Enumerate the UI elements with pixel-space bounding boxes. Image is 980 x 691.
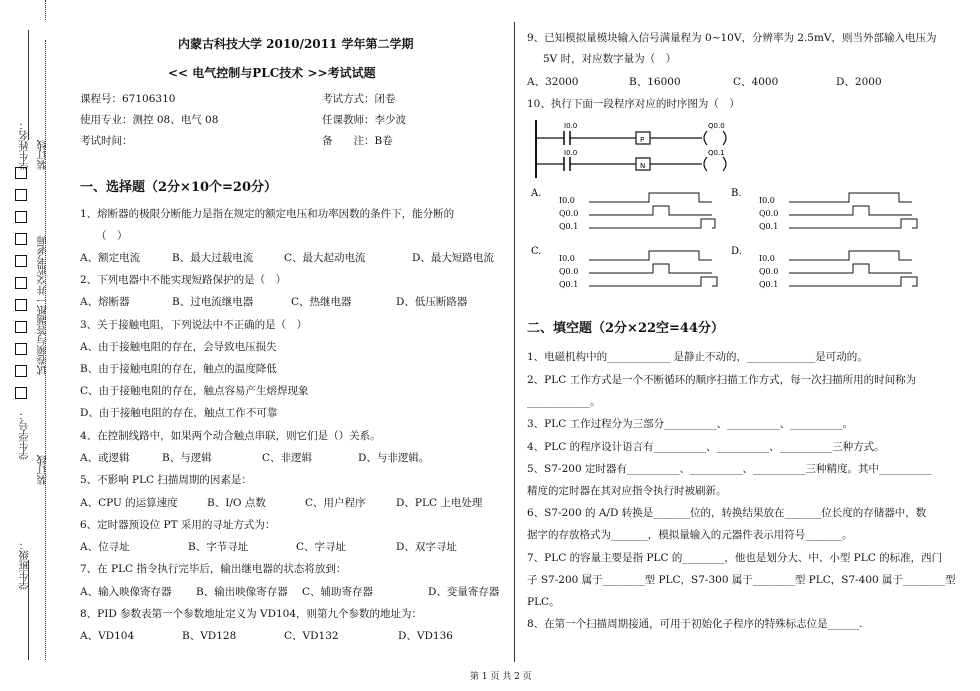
timing-signal-label: Q0.1	[559, 222, 579, 231]
q1-opt-a: A、额定电流	[80, 252, 141, 264]
column-divider	[514, 22, 515, 662]
ladder-q2-label: Q0.1	[708, 149, 725, 157]
q7-opt-d: D、变量寄存器	[428, 586, 500, 598]
name-label: 学生姓名：	[20, 120, 31, 170]
student-no-box[interactable]	[15, 321, 27, 333]
q4-text: 4、在控制线路中，如果两个动合触点串联，则它们是（）关系。	[80, 430, 381, 442]
ladder-diagram	[530, 118, 760, 180]
q7-opt-c: C、辅助寄存器	[302, 586, 374, 598]
ladder-q1-label: Q0.0	[708, 122, 725, 130]
section1-heading: 一、选择题（2分×10个=20分）	[80, 180, 278, 195]
q8-text: 8、PID 参数表第一个参数地址定义为 VD104，则第九个参数的地址为：	[80, 608, 423, 620]
q1-opt-b: B、最大过载电流	[172, 252, 254, 264]
q4-opt-b: B、与逻辑	[162, 452, 212, 464]
timing-signal-label: I0.0	[559, 196, 575, 205]
student-no-box[interactable]	[15, 189, 27, 201]
timing-signal-label: I0.0	[559, 254, 575, 263]
q8-opt-a: A、VD104	[80, 630, 135, 642]
binding-notice: 试卷须与答题纸一并交监考老师	[38, 235, 49, 375]
q1-opt-c: C、最大起动电流	[284, 252, 366, 264]
q9-opt-d: D、2000	[836, 76, 882, 88]
timing-signal-label: Q0.0	[559, 209, 579, 218]
q6-opt-b: B、字节寻址	[188, 541, 249, 553]
q6-opt-c: C、字寻址	[296, 541, 347, 553]
binding-dotted-line-top	[45, 0, 46, 20]
q9-text-cont: 5V 时，对应数字量为（ ）	[543, 53, 677, 65]
q6-opt-a: A、位寻址	[80, 541, 130, 553]
timing-panel-label: D.	[731, 246, 742, 257]
major: 使用专业：测控 08、电气 08	[80, 114, 219, 126]
timing-signal-label: Q0.0	[759, 267, 779, 276]
timing-waveform	[789, 219, 917, 228]
q5-text: 5、不影响 PLC 扫描周期的因素是：	[80, 474, 252, 486]
q3-text: 3、关于接触电阻，下列说法中不正确的是（ ）	[80, 319, 308, 331]
student-no-box[interactable]	[15, 299, 27, 311]
q9-opt-b: B、16000	[629, 76, 681, 88]
q7-opt-b: B、输出映像寄存器	[196, 586, 288, 598]
ladder-p-label: P	[640, 136, 645, 144]
exam-title: 内蒙古科技大学 2010/2011 学年第二学期	[178, 37, 414, 51]
q9-opt-a: A、32000	[527, 76, 579, 88]
exam-subtitle: << 电气控制与PLC技术 >>考试试题	[168, 66, 376, 80]
q1-text: 1、熔断器的极限分断能力是指在规定的额定电压和功率因数的条件下，能分断的	[80, 208, 455, 220]
q5-opt-a: A、CPU 的运算速度	[80, 497, 178, 509]
fill-6: 6、S7-200 的 A/D 转换是_______位的，转换结果放在_______位长度的存储器中，数	[527, 507, 927, 519]
timing-panel-label: A.	[531, 188, 542, 199]
timing-signal-label: I0.0	[759, 196, 775, 205]
note: 备 注：B卷	[322, 135, 393, 147]
timing-signal-label: Q0.1	[559, 280, 579, 289]
timing-signal-label: Q0.0	[559, 267, 579, 276]
student-no-box[interactable]	[15, 387, 27, 399]
section2-heading: 二、填空题（2分×22空=44分）	[527, 321, 725, 336]
q9-opt-c: C、4000	[733, 76, 779, 88]
q10-text: 10、执行下面一段程序对应的时序图为（ ）	[527, 98, 740, 110]
binding-line-label-2: 装订线	[38, 455, 49, 485]
q4-opt-a: A、或逻辑	[80, 452, 130, 464]
teacher: 任课教师：李少波	[322, 114, 406, 126]
q8-opt-b: B、VD128	[182, 630, 237, 642]
fill-7-cont: 子 S7-200 属于________型 PLC，S7-300 属于________型 PLC，S7-400 属于________型	[527, 574, 956, 586]
q5-opt-b: B、I/O 点数	[207, 497, 266, 509]
page-footer: 第 1 页 共 2 页	[470, 672, 532, 682]
student-no-box[interactable]	[15, 233, 27, 245]
student-no-box[interactable]	[15, 167, 27, 179]
q4-opt-c: C、非逻辑	[262, 452, 313, 464]
fill-4: 4、PLC 的程序设计语言有__________、__________、__________三种方式。	[527, 441, 885, 453]
ladder-n-label: N	[640, 162, 646, 170]
fill-2-cont: ____________。	[527, 396, 601, 408]
exam-mode: 考试方式：闭卷	[322, 93, 396, 105]
timing-waveform	[589, 193, 712, 202]
timing-signal-label: Q0.1	[759, 222, 779, 231]
student-no-box[interactable]	[15, 277, 27, 289]
timing-waveform	[789, 251, 912, 260]
q2-text: 2、下列电器中不能实现短路保护的是（ ）	[80, 274, 287, 286]
student-no-box[interactable]	[15, 365, 27, 377]
q5-opt-c: C、用户程序	[305, 497, 366, 509]
timing-waveform	[789, 193, 912, 202]
timing-diagrams	[527, 182, 947, 292]
timing-waveform	[589, 251, 712, 260]
fill-2: 2、PLC 工作方式是一个不断循环的顺序扫描工作方式，每一次扫描所用的时间称为	[527, 374, 917, 386]
exam-time: 考试时间：	[80, 135, 133, 147]
student-no-box[interactable]	[15, 211, 27, 223]
timing-signal-label: Q0.0	[759, 209, 779, 218]
timing-waveform	[789, 277, 917, 286]
ladder-i1-label: I0.0	[564, 122, 578, 130]
timing-waveform	[789, 264, 912, 273]
student-no-label: 学生学号：	[20, 410, 31, 460]
q9-text: 9、已知模拟量模块输入信号满量程为 0~10V，分辨率为 2.5mV，则当外部输入电压为	[527, 32, 937, 44]
fill-6-cont: 据字的存放格式为_______，模拟量输入的元器件表示用符号_______。	[527, 529, 853, 541]
timing-waveform	[789, 206, 912, 215]
fill-7: 7、PLC 的容量主要是指 PLC 的________，他也是划分大、中、小型 PLC 的标准，西门	[527, 552, 943, 564]
fill-7-cont2: PLC。	[527, 596, 560, 608]
student-no-box[interactable]	[15, 343, 27, 355]
timing-waveform	[589, 264, 712, 273]
q3-opt-a: A、由于接触电阻的存在，会导致电压损失	[80, 341, 277, 353]
q3-opt-d: D、由于接触电阻的存在，触点工作不可靠	[80, 407, 278, 419]
q2-opt-b: B、过电流继电器	[172, 296, 254, 308]
course-no: 课程号：67106310	[80, 93, 176, 105]
q7-text: 7、在 PLC 指令执行完毕后，输出继电器的状态将放到：	[80, 563, 347, 575]
ladder-i2-label: I0.0	[564, 149, 578, 157]
q4-opt-d: D、与非逻辑。	[358, 452, 430, 464]
timing-signal-label: Q0.1	[759, 280, 779, 289]
fill-5-cont: 精度的定时器在其对应指令执行时被刷新。	[527, 485, 727, 497]
q2-opt-d: D、低压断路器	[396, 296, 468, 308]
q2-opt-c: C、热继电器	[291, 296, 352, 308]
fill-5: 5、S7-200 定时器有__________、__________、__________三种精度。其中__________	[527, 463, 932, 475]
q1-opt-d: D、最大短路电流	[412, 252, 494, 264]
timing-waveform	[589, 277, 717, 286]
fill-8: 8、在第一个扫描周期接通，可用于初始化子程序的特殊标志位是______.	[527, 618, 863, 630]
fill-3: 3、PLC 工作过程分为三部分__________、__________、__________。	[527, 418, 854, 430]
timing-panel-label: B.	[731, 188, 742, 199]
timing-signal-label: I0.0	[759, 254, 775, 263]
q5-opt-d: D、PLC 上电处理	[396, 497, 483, 509]
q8-opt-d: D、VD136	[398, 630, 453, 642]
class-underline	[28, 560, 29, 660]
q6-text: 6、定时器预设位 PT 采用的寻址方式为：	[80, 519, 276, 531]
class-label: 学生班级：	[20, 540, 31, 590]
student-no-box[interactable]	[15, 255, 27, 267]
timing-panel-label: C.	[531, 246, 542, 257]
q1-text-cont: （ ）	[96, 230, 128, 242]
fill-1: 1、电磁机构中的____________ 是静止不动的，_____________是可动的。	[527, 351, 868, 363]
q3-opt-b: B、由于接触电阻的存在，触点的温度降低	[80, 363, 277, 375]
q2-opt-a: A、熔断器	[80, 296, 130, 308]
timing-waveform	[589, 206, 712, 215]
binding-line-label: 装订线	[38, 140, 49, 170]
q3-opt-c: C、由于接触电阻的存在，触点容易产生熔焊现象	[80, 385, 309, 397]
q8-opt-c: C、VD132	[284, 630, 339, 642]
q7-opt-a: A、输入映像寄存器	[80, 586, 172, 598]
timing-waveform	[589, 219, 715, 228]
q6-opt-d: D、双字寻址	[396, 541, 457, 553]
